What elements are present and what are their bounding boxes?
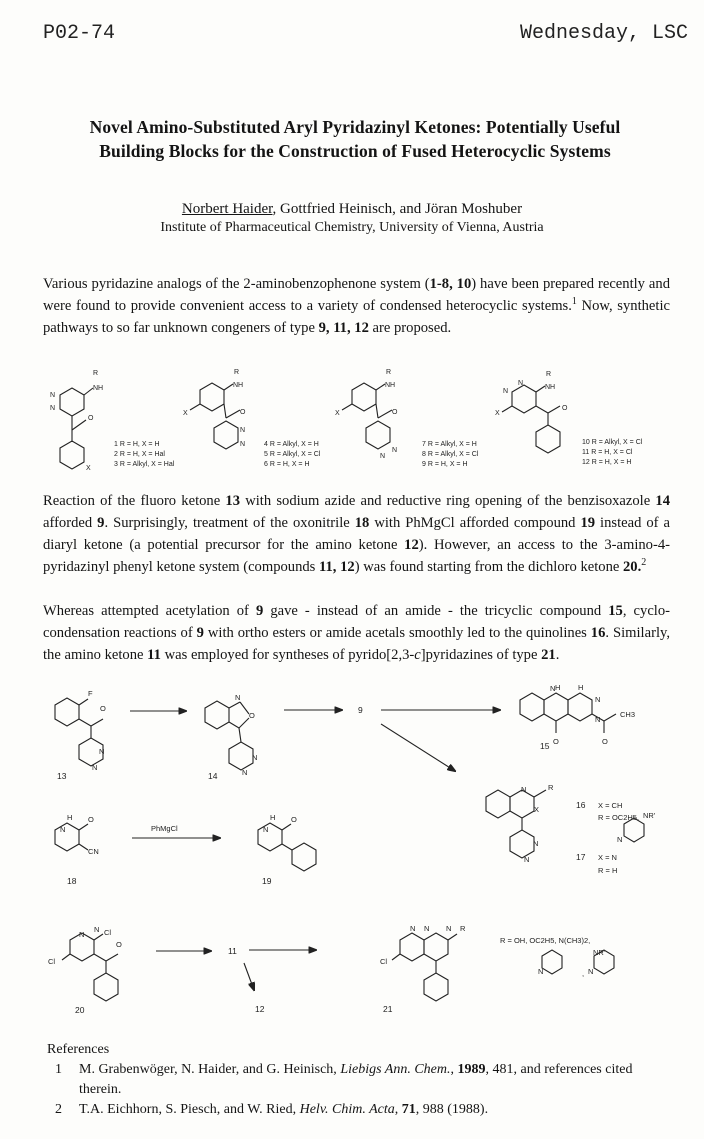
- journal: Helv. Chim. Acta: [299, 1102, 395, 1117]
- svg-text:N: N: [242, 768, 248, 777]
- compound-def: X = CH: [598, 801, 623, 810]
- svg-text:NH: NH: [233, 382, 244, 389]
- svg-text:R: R: [234, 369, 240, 376]
- svg-text:N: N: [240, 441, 246, 448]
- svg-text:H: H: [578, 683, 584, 692]
- svg-text:X: X: [183, 410, 188, 417]
- text: instead of a diaryl ketone (a potential precursor for the amino ketone: [43, 515, 670, 553]
- text: , 988 (1988).: [415, 1102, 489, 1117]
- svg-text:N: N: [550, 684, 556, 693]
- citation: 1: [571, 296, 577, 308]
- compound-ref: 19: [580, 515, 596, 531]
- structure-10-12: [502, 385, 560, 453]
- svg-text:N: N: [595, 695, 601, 704]
- citation: 2: [641, 557, 647, 569]
- text: gave - instead of an amide - the tricyclic compound: [263, 603, 609, 619]
- year: 1989: [457, 1062, 486, 1077]
- text: with sodium azide and reductive ring opening of the benzisoxazole: [240, 493, 656, 509]
- svg-text:N: N: [380, 453, 386, 460]
- compound-label: 16: [576, 800, 586, 810]
- body-paragraph-1: [43, 490, 670, 578]
- compound-def: R = OC2H5,: [598, 813, 640, 822]
- compound-ref: 9: [255, 603, 264, 619]
- compound-def: 12 R = H, X = H: [582, 459, 632, 466]
- svg-text:N: N: [60, 825, 66, 834]
- compound-ref: 9, 11, 12: [318, 320, 369, 336]
- svg-text:H: H: [67, 813, 73, 822]
- compound-def: 3 R = Alkyl, X = Hal: [114, 461, 175, 468]
- compound-label: 14: [208, 771, 218, 781]
- compound-ref: 9: [196, 625, 204, 641]
- svg-text:N: N: [524, 855, 530, 864]
- svg-text:O: O: [116, 940, 122, 949]
- svg-text:CN: CN: [88, 847, 99, 856]
- svg-text:X: X: [335, 410, 340, 417]
- svg-text:NR': NR': [593, 948, 606, 957]
- presenting-author: Norbert Haider: [181, 201, 273, 217]
- svg-text:R: R: [93, 370, 99, 377]
- reagent-label: PhMgCl: [151, 824, 178, 833]
- co-authors: , Gottfried Heinisch, and Jöran Moshuber: [272, 201, 523, 217]
- svg-text:,: ,: [582, 969, 585, 978]
- text: ) have been prepared recently and were found to provide convenient access to a variety of condensed heterocyclic systems.: [43, 276, 670, 314]
- compound-ref: 13: [225, 493, 240, 509]
- structure-13: [55, 698, 103, 766]
- structure-7-9: [342, 383, 392, 449]
- compound-def: 11 R = H, X = Cl: [582, 449, 633, 456]
- compound-ref: 11, 12: [319, 559, 355, 575]
- intro-paragraph: [43, 273, 670, 339]
- reference-item: [47, 1100, 677, 1120]
- title-line-1: Novel Amino-Substituted Aryl Pyridazinyl Ketones: Potentially Useful: [89, 117, 621, 137]
- svg-text:N: N: [595, 715, 601, 724]
- text: Various pyridazine analogs of the 2-aminobenzophenone system (: [43, 276, 430, 292]
- compound-ref: 15: [608, 603, 623, 619]
- compound-label: 21: [383, 1004, 393, 1014]
- compound-ref: 9: [97, 515, 105, 531]
- svg-text:R: R: [460, 924, 466, 933]
- compound-label: 13: [57, 771, 67, 781]
- svg-text:O: O: [100, 704, 106, 713]
- svg-text:N: N: [424, 924, 430, 933]
- svg-text:R: R: [386, 369, 392, 376]
- svg-text:NH: NH: [93, 385, 104, 392]
- author-list: [0, 201, 704, 218]
- compound-ref: 16: [590, 625, 606, 641]
- compound-def: 5 R = Alkyl, X = Cl: [264, 451, 321, 458]
- svg-text:N: N: [92, 763, 98, 772]
- text: was employed for syntheses of pyrido[2,3-: [160, 647, 415, 663]
- paper-title: [30, 115, 680, 163]
- text: with PhMgCl afforded compound: [369, 515, 581, 531]
- svg-text:R: R: [548, 783, 554, 792]
- compound-ref: 1-8, 10: [429, 276, 472, 292]
- structure-15: [520, 693, 616, 733]
- svg-text:CH3: CH3: [620, 710, 636, 719]
- compound-ref: 20.: [623, 559, 642, 575]
- svg-text:Cl: Cl: [104, 928, 112, 937]
- compound-def: 4 R = Alkyl, X = H: [264, 441, 319, 448]
- svg-text:O: O: [602, 737, 608, 746]
- compound-label: 12: [255, 1004, 265, 1014]
- compound-ref: 21: [541, 647, 556, 663]
- structure-14: [205, 701, 253, 770]
- session-label: Wednesday, LSC: [519, 22, 688, 45]
- compound-def: 1 R = H, X = H: [114, 441, 160, 448]
- svg-text:N: N: [252, 753, 258, 762]
- svg-text:N: N: [588, 967, 594, 976]
- references-section: [47, 1040, 677, 1120]
- svg-text:NR': NR': [643, 811, 656, 820]
- svg-text:O: O: [249, 711, 255, 720]
- text: Whereas attempted acetylation of: [43, 603, 256, 619]
- compound-label: 18: [67, 876, 77, 886]
- svg-text:N: N: [617, 835, 623, 844]
- svg-text:O: O: [291, 815, 297, 824]
- text: with ortho esters or amide acetals smoothly led to the quinolines: [203, 625, 591, 641]
- svg-text:X: X: [495, 410, 500, 417]
- svg-text:O: O: [553, 737, 559, 746]
- compound-structures-row: [0, 360, 704, 485]
- compound-def: 8 R = Alkyl, X = Cl: [422, 451, 479, 458]
- compound-label: 9: [358, 705, 363, 715]
- text: M. Grabenwöger, N. Haider, and G. Heinisch,: [79, 1062, 341, 1077]
- svg-text:N: N: [99, 747, 105, 756]
- compound-label: 20: [75, 1005, 85, 1015]
- compound-def: X = N: [598, 853, 617, 862]
- svg-text:N: N: [503, 388, 509, 395]
- compound-label: 11: [228, 946, 237, 956]
- svg-text:N: N: [94, 925, 100, 934]
- svg-text:NH: NH: [385, 382, 396, 389]
- compound-def: 6 R = H, X = H: [264, 461, 310, 468]
- compound-def: R = H: [598, 866, 618, 875]
- text: . Surprisingly, treatment of the oxonitrile: [104, 515, 355, 531]
- svg-text:Cl: Cl: [48, 957, 56, 966]
- reference-number: 2: [55, 1102, 62, 1117]
- body-paragraph-2: [43, 600, 670, 666]
- svg-text:R: R: [546, 371, 552, 378]
- svg-text:O: O: [88, 815, 94, 824]
- text: ) was found starting from the dichloro ketone: [354, 559, 623, 575]
- structure-1-3: [60, 388, 93, 469]
- svg-text:N: N: [50, 392, 56, 399]
- svg-text:N: N: [263, 825, 269, 834]
- text: ]pyridazines of type: [420, 647, 542, 663]
- reaction-scheme: [0, 665, 704, 1035]
- journal: Liebigs Ann. Chem.: [340, 1062, 451, 1077]
- svg-text:N: N: [538, 967, 544, 976]
- reference-text: M. Grabenwöger, N. Haider, and G. Heinisch, Liebigs Ann. Chem., 1989, 481, and references cited therein.: [79, 1062, 633, 1097]
- svg-text:N: N: [392, 447, 398, 454]
- reference-item: [47, 1060, 677, 1100]
- svg-text:N: N: [518, 380, 524, 387]
- svg-text:N: N: [240, 427, 246, 434]
- compound-label: 15: [540, 741, 550, 751]
- svg-text:X: X: [86, 465, 91, 472]
- text: afforded: [43, 515, 98, 531]
- svg-text:Cl: Cl: [380, 957, 388, 966]
- references-heading: References: [47, 1042, 110, 1057]
- text: T.A. Eichhorn, S. Piesch, and W. Ried,: [79, 1102, 300, 1117]
- svg-text:N: N: [50, 405, 56, 412]
- compound-def: 7 R = Alkyl, X = H: [422, 441, 477, 448]
- svg-text:N: N: [521, 785, 527, 794]
- structure-20: [62, 933, 118, 1001]
- svg-text:N: N: [79, 930, 85, 939]
- text: Reaction of the fluoro ketone: [43, 493, 226, 509]
- text: c: [414, 647, 421, 663]
- compound-ref: 12: [404, 537, 419, 553]
- poster-code: P02-74: [43, 22, 116, 45]
- reference-number: 1: [55, 1062, 62, 1077]
- svg-text:NH: NH: [545, 384, 556, 391]
- structure-4-6: [190, 383, 240, 449]
- volume: 71: [401, 1102, 416, 1117]
- compound-def: 9 R = H, X = H: [422, 461, 468, 468]
- text: , cyclo-condensation reactions of: [43, 603, 671, 641]
- title-line-2: Building Blocks for the Construction of Fused Heterocyclic Systems: [99, 141, 611, 161]
- svg-text:N: N: [235, 693, 241, 702]
- svg-text:O: O: [240, 409, 246, 416]
- svg-text:H: H: [270, 813, 276, 822]
- reference-text: T.A. Eichhorn, S. Piesch, and W. Ried, Helv. Chim. Acta, 71, 988 (1988).: [79, 1102, 489, 1117]
- svg-text:O: O: [88, 415, 94, 422]
- compound-ref: 14: [655, 493, 670, 509]
- compound-def: 2 R = H, X = Hal: [114, 451, 165, 458]
- compound-label: 17: [576, 852, 586, 862]
- svg-text:O: O: [562, 405, 568, 412]
- svg-text:F: F: [88, 689, 93, 698]
- affiliation: Institute of Pharmaceutical Chemistry, University of Vienna, Austria: [160, 220, 544, 235]
- svg-text:H: H: [555, 683, 561, 692]
- compound-ref: 11: [147, 647, 161, 663]
- text: are proposed.: [368, 320, 452, 336]
- compound-ref: 18: [354, 515, 370, 531]
- compound-label: 19: [262, 876, 272, 886]
- text: , 481, and references cited therein.: [79, 1062, 633, 1097]
- text: .: [555, 647, 560, 663]
- text: Now, synthetic pathways to so far unknown congeners of type: [43, 298, 670, 336]
- svg-text:N: N: [446, 924, 452, 933]
- text: ). However, an access to the 3-amino-4-pyridazinyl phenyl ketone system (compounds: [43, 537, 670, 575]
- substituent-def: R = OH, OC2H5, N(CH3)2,: [500, 936, 591, 945]
- text: . Similarly, the amino ketone: [43, 625, 670, 663]
- svg-text:O: O: [392, 409, 398, 416]
- svg-text:N: N: [533, 839, 539, 848]
- compound-def: 10 R = Alkyl, X = Cl: [582, 439, 643, 446]
- svg-text:N: N: [410, 924, 416, 933]
- svg-text:X: X: [534, 805, 540, 814]
